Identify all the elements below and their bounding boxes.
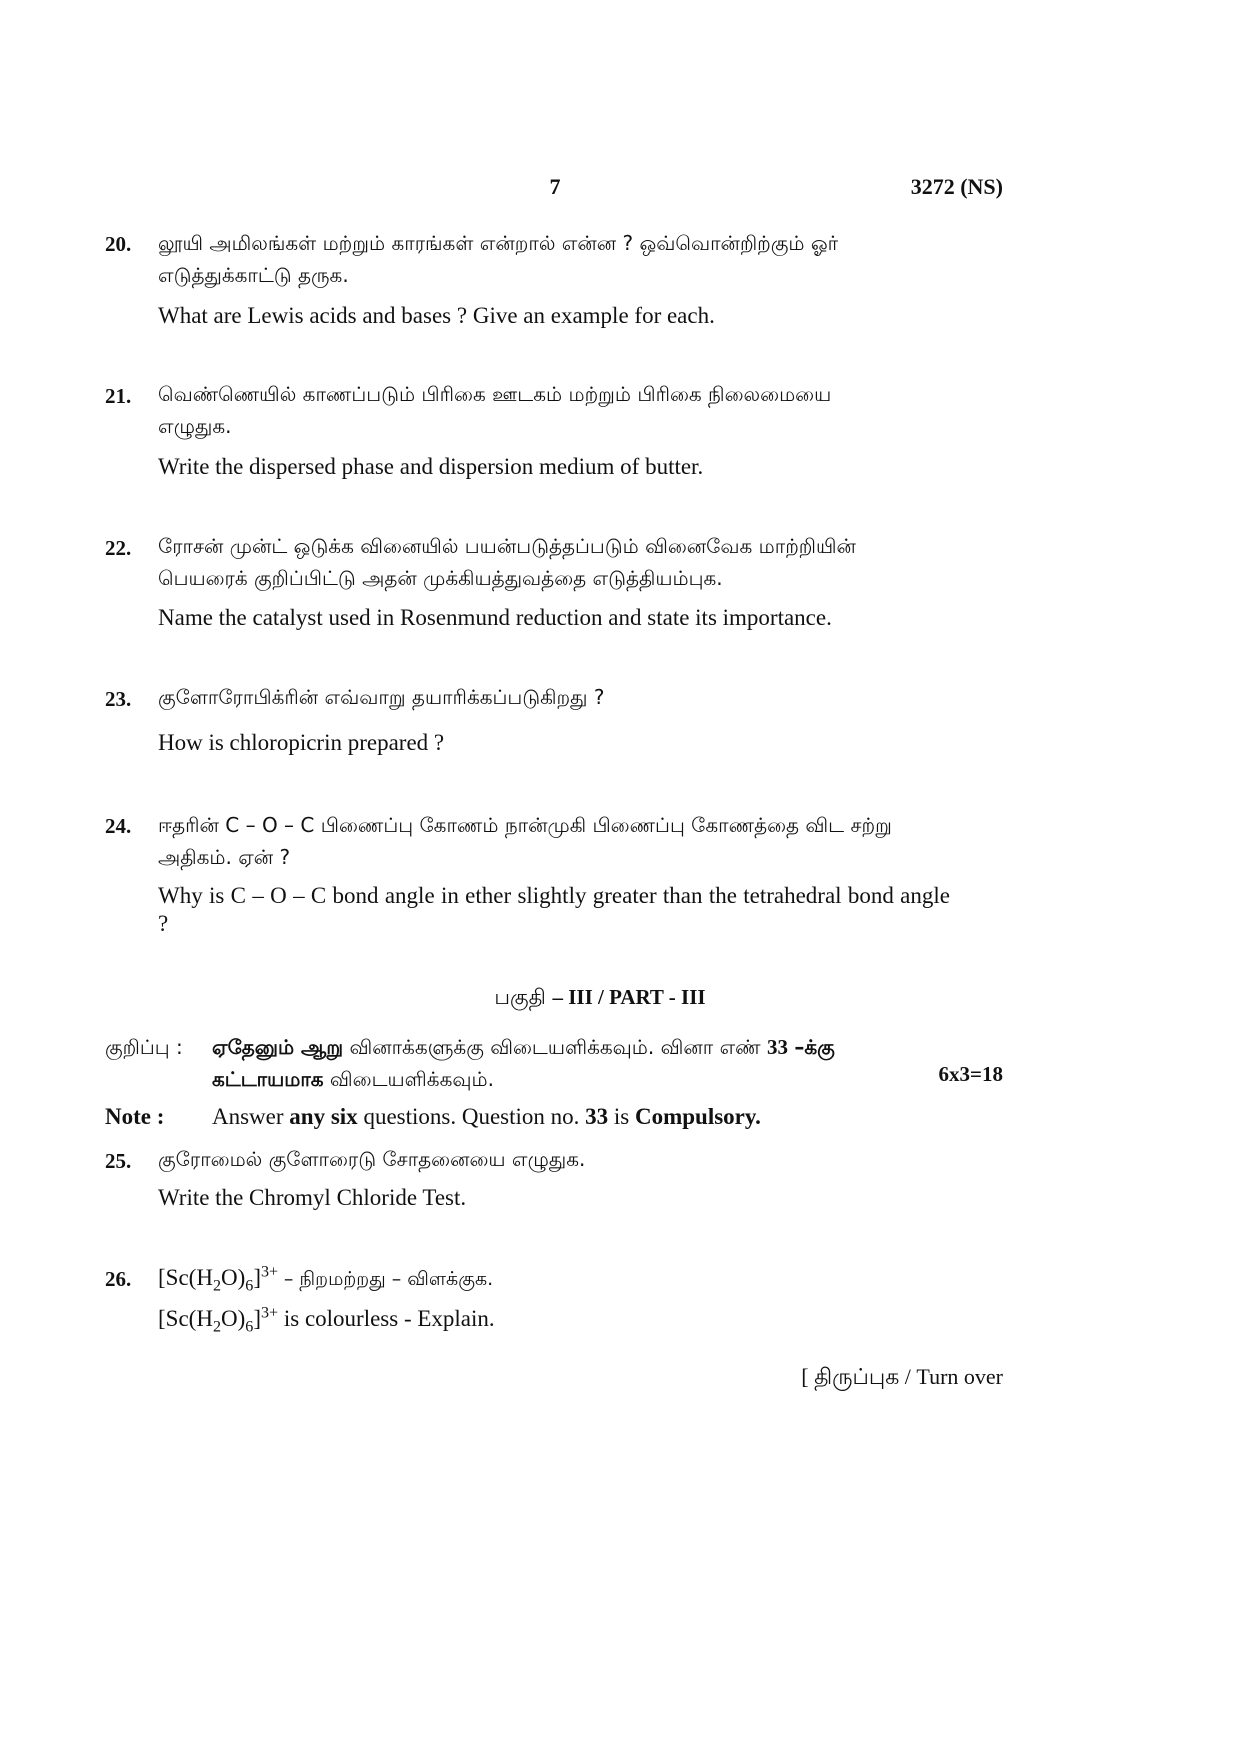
question-english: What are Lewis acids and bases ? Give an example for each. [158, 303, 715, 328]
question-tamil-line1: வெண்ணெயில் காணப்படும் பிரிகை ஊடகம் மற்றும் பிரிகை நிலைமையை [158, 382, 832, 406]
question-tamil-text: – நிறமற்றது – விளக்குக. [283, 1268, 494, 1290]
question-tamil-line2: எழுதுக. [158, 414, 232, 438]
note-tamil-line1 [212, 1030, 952, 1064]
page-number: 7 [549, 174, 561, 199]
question-english-formula-line [158, 1304, 495, 1336]
note-tamil-label: குறிப்பு : [105, 1035, 183, 1059]
question-tamil-line1: ரோசன் முன்ட் ஒடுக்க வினையில் பயன்படுத்தப்படும் வினைவேக மாற்றியின் [158, 534, 856, 558]
question-tamil-line1: குளோரோபிக்ரின் எவ்வாறு தயாரிக்கப்படுகிறது ? [158, 685, 605, 709]
question-tamil-line2: பெயரைக் குறிப்பிட்டு அதன் முக்கியத்துவத்தை எடுத்தியம்புக. [158, 566, 723, 590]
formula: $[Sc(H_2O)_6]^{3+}$ [158, 1304, 279, 1336]
note-english-compulsory: Compulsory. [634, 1104, 761, 1129]
question-number: 23. [105, 687, 132, 711]
question-tamil-line2: அதிகம். ஏன் ? [158, 845, 291, 869]
note-english-d: is [613, 1104, 630, 1129]
note-tamil-any-six: ஏதேனும் ஆறு [212, 1035, 344, 1059]
question-english: Write the Chromyl Chloride Test. [158, 1185, 467, 1210]
question-tamil-formula-line [158, 1264, 493, 1293]
note-tamil-suffix: –க்கு [794, 1035, 835, 1059]
note-tamil-qnum: 33 [767, 1035, 788, 1059]
note-tamil-compulsory: கட்டாயமாக [212, 1067, 324, 1091]
question-number: 26. [105, 1267, 132, 1291]
question-tamil: குரோமைல் குளோரைடு சோதனையை எழுதுக. [158, 1147, 586, 1171]
note-english-label: Note : [105, 1104, 165, 1129]
marks: 6x3=18 [938, 1062, 1003, 1086]
question-number: 21. [105, 384, 132, 408]
part-heading [300, 985, 900, 1012]
note-english-text [212, 1103, 761, 1131]
part-heading-english: – III / PART - III [552, 985, 706, 1009]
question-english: How is chloropicrin prepared ? [158, 730, 445, 755]
question-english-text: is colourless - Explain. [283, 1306, 495, 1331]
question-number: 20. [105, 232, 132, 256]
note-tamil-text: வினாக்களுக்கு விடையளிக்கவும். வினா எண் [349, 1035, 761, 1059]
note-english-c: questions. Question no. [363, 1104, 580, 1129]
note-english-qnum: 33 [585, 1104, 609, 1129]
question-number: 25. [105, 1149, 132, 1173]
question-tamil-line2: எடுத்துக்காட்டு தருக. [158, 263, 349, 287]
turn-over: [ திருப்புக / Turn over [801, 1364, 1003, 1389]
formula: $[Sc(H_2O)_6]^{3+}$ [158, 1263, 279, 1295]
question-tamil-line1: ஈதரின் C – O – C பிணைப்பு கோணம் நான்முகி பிணைப்பு கோணத்தை விட சற்று [158, 813, 892, 837]
note-english-any-six: any six [289, 1104, 358, 1129]
note-tamil-line2 [212, 1062, 494, 1096]
question-english: Why is C – O – C bond angle in ether slightly greater than the tetrahedral bond angle ? [158, 883, 950, 936]
question-tamil-line1: லூயி அமிலங்கள் மற்றும் காரங்கள் என்றால் என்ன ? ஒவ்வொன்றிற்கும் ஓர் [158, 231, 839, 255]
question-number: 22. [105, 536, 132, 560]
part-heading-tamil: பகுதி [494, 985, 546, 1009]
note-english-a: Answer [212, 1104, 284, 1129]
paper-code: 3272 (NS) [910, 174, 1003, 199]
question-english: Write the dispersed phase and dispersion medium of butter. [158, 454, 704, 479]
question-number: 24. [105, 814, 132, 838]
note-tamil-text2: விடையளிக்கவும். [329, 1067, 494, 1091]
question-english: Name the catalyst used in Rosenmund reduction and state its importance. [158, 605, 832, 630]
